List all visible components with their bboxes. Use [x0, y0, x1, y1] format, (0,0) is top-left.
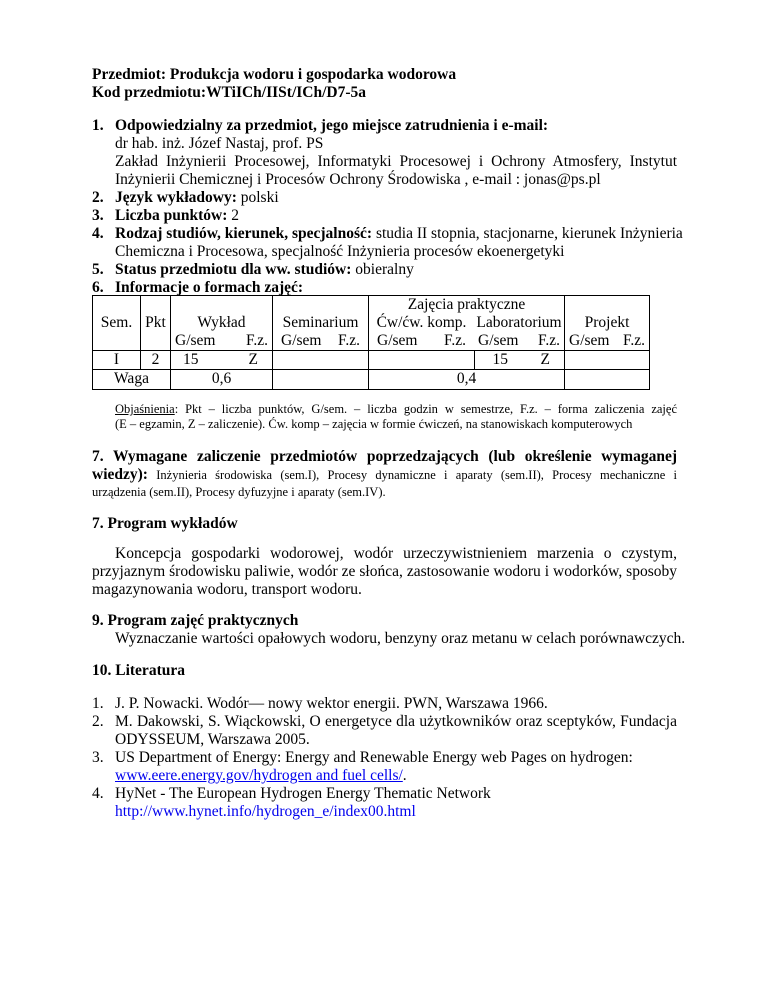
item-1 — [92, 117, 548, 135]
seminarium-values — [273, 351, 369, 370]
item-2 — [92, 189, 279, 207]
reference-3-line1: US Department of Energy: Energy and Renewable Energy web Pages on hydrogen: — [115, 749, 633, 766]
projekt-fz: F.z. — [622, 332, 645, 349]
lab-gsem: G/sem — [478, 332, 519, 349]
lab-group — [474, 314, 564, 350]
seminarium-label: Seminarium — [282, 314, 359, 331]
reference-3-after: . — [402, 767, 407, 784]
zajecia-praktyczne-header — [369, 296, 565, 351]
lectures-line1: Koncepcja gospodarki wodorowej, wodór urzeczywistnieniem marzenia o czystym, — [115, 545, 677, 562]
item-1-number: 1. — [92, 117, 104, 134]
waga-wyklad: 0,6 — [171, 370, 273, 390]
projekt-values — [565, 351, 650, 370]
wyklad-fz: F.z. — [245, 332, 268, 349]
item-6-number: 6. — [92, 279, 104, 296]
item-2-label: Język wykładowy: — [115, 189, 237, 206]
item-3 — [92, 207, 239, 225]
waga-projekt — [565, 370, 650, 390]
lab-values — [474, 351, 564, 370]
lab-label: Laboratorium — [476, 314, 562, 331]
reference-3 — [92, 749, 633, 785]
section-7a-text: Inżynieria środowiska (sem.I), Procesy dynamiczne i aparaty (sem.II), Procesy mechaniczne i — [147, 468, 677, 482]
reference-4-line1: HyNet - The European Hydrogen Energy Thematic Network — [115, 785, 491, 802]
projekt-gsem: G/sem — [569, 332, 610, 349]
waga-label: Waga — [93, 370, 171, 390]
reference-4-number: 4. — [92, 785, 104, 802]
reference-2-line1: M. Dakowski, S. Wiąckowski, O energetyce dla użytkowników oraz sceptyków, Fundacja — [115, 713, 677, 730]
item-1-label: Odpowiedzialny za przedmiot, jego miejsce zatrudnienia i e-mail: — [115, 117, 549, 134]
subject-code: Kod przedmiotu:WTiICh/IISt/ICh/D7-5a — [92, 84, 367, 101]
wyklad-values — [171, 351, 273, 370]
reference-2-line2: ODYSSEUM, Warszawa 2005. — [115, 731, 310, 748]
responsible-unit-line1: Zakład Inżynierii Procesowej, Informatyki Procesowej i Ochrony Atmosfery, Instytut — [115, 153, 677, 170]
item-4-line2: Chemiczna i Procesowa, specjalność Inżynieria procesów ekoenergetyki — [115, 243, 565, 260]
lab-gsem-value: 15 — [492, 351, 509, 368]
reference-1 — [92, 695, 548, 713]
wyklad-header — [171, 296, 273, 351]
practicals-line1: Wyznaczanie wartości opałowych wodoru, benzyny oraz metanu w celach porównawczych. — [115, 630, 686, 647]
reference-2-number: 2. — [92, 713, 104, 730]
section-7b-title: 7. Program wykładów — [92, 515, 238, 532]
reference-2 — [92, 713, 677, 749]
item-3-label: Liczba punktów: — [115, 207, 228, 224]
wyklad-gsem: G/sem — [175, 332, 216, 349]
cw-label: Ćw/ćw. komp. — [376, 314, 467, 331]
section-7a-line3: urządzenia (sem.II), Procesy dyfuzyjne i aparaty (sem.IV). — [92, 485, 386, 499]
reference-1-text: J. P. Nowacki. Wodór— nowy wektor energii. PWN, Warszawa 1966. — [115, 695, 548, 712]
waga-seminarium — [273, 370, 369, 390]
reference-3-number: 3. — [92, 749, 104, 766]
item-5-number: 5. — [92, 261, 104, 278]
wyklad-gsem-value: 15 — [183, 351, 199, 368]
cw-gsem: G/sem — [377, 332, 418, 349]
item-6-label: Informacje o formach zajęć: — [115, 279, 304, 296]
item-4-label: Rodzaj studiów, kierunek, specjalność: — [115, 225, 373, 242]
item-2-number: 2. — [92, 189, 104, 206]
seminarium-fz: F.z. — [337, 332, 360, 349]
projekt-header — [565, 296, 650, 351]
responsible-person: dr hab. inż. Józef Nastaj, prof. PS — [115, 135, 324, 152]
lab-fz: F.z. — [537, 332, 560, 349]
seminarium-subheaders — [273, 332, 368, 350]
wyklad-subheaders — [171, 332, 272, 350]
course-forms-table — [92, 295, 650, 390]
zajecia-label: Zajęcia praktyczne — [407, 296, 526, 313]
reference-4-link[interactable]: http://www.hynet.info/hydrogen_e/index00.html — [115, 803, 416, 820]
reference-1-number: 1. — [92, 695, 104, 712]
item-5-value: obieralny — [351, 261, 414, 278]
wyklad-label: Wykład — [197, 314, 246, 331]
waga-zajecia: 0,4 — [369, 370, 565, 390]
reference-4 — [92, 785, 491, 821]
item-3-value: 2 — [227, 207, 240, 224]
item-4 — [92, 225, 683, 243]
explanation-line2: (E – egzamin, Z – zaliczenie). Ćw. komp – zajęcia w formie ćwiczeń, na stanowiskach komputerowych — [115, 417, 633, 431]
cw-group — [369, 314, 474, 350]
item-2-value: polski — [236, 189, 279, 206]
pkt-header — [141, 296, 171, 351]
section-10-title: 10. Literatura — [92, 662, 185, 679]
lectures-line2: przyjaznym środowisku paliwie, wodór ze słońca, zastosowanie wodoru i wodorków, sposoby — [92, 563, 677, 580]
zajecia-subgroups — [369, 314, 564, 350]
responsible-unit-line2: Inżynierii Chemicznej i Procesów Ochrony Środowiska , e-mail : jonas@ps.pl — [115, 171, 601, 188]
pkt-header-text: Pkt — [145, 314, 166, 331]
item-4-value: studia II stopnia, stacjonarne, kierunek Inżynieria — [372, 225, 683, 242]
section-7a-line2 — [92, 466, 677, 484]
pkt-value: 2 — [141, 351, 171, 370]
lectures-line3: magazynowania wodoru, transport wodoru. — [92, 581, 362, 598]
section-7a-title: 7. Wymagane zaliczenie przedmiotów poprzedzających (lub określenie wymaganej — [92, 448, 677, 465]
item-3-number: 3. — [92, 207, 104, 224]
cw-values — [369, 351, 475, 370]
sem-header-text: Sem. — [100, 314, 133, 331]
section-9-title: 9. Program zajęć praktycznych — [92, 612, 299, 629]
subject-title: Przedmiot: Produkcja wodoru i gospodarka wodorowa — [92, 66, 457, 83]
item-5 — [92, 261, 414, 279]
item-4-number: 4. — [92, 225, 104, 242]
explanation-text1: : Pkt – liczba punktów, G/sem. – liczba godzin w semestrze, F.z. – forma zaliczenia zajęć — [174, 402, 677, 416]
lab-fz-value: Z — [540, 351, 550, 368]
seminarium-gsem: G/sem — [281, 332, 322, 349]
sem-value: I — [93, 351, 141, 370]
cw-fz: F.z. — [443, 332, 466, 349]
seminarium-header — [273, 296, 369, 351]
item-5-label: Status przedmiotu dla ww. studiów: — [115, 261, 352, 278]
reference-3-link[interactable]: www.eere.energy.gov/hydrogen and fuel cells/ — [115, 767, 403, 784]
projekt-label: Projekt — [584, 314, 630, 331]
sem-header — [93, 296, 141, 351]
explanation-line1 — [115, 402, 677, 417]
explanation-label: Objaśnienia — [115, 402, 175, 416]
section-7a-title-cont: wiedzy): — [92, 466, 148, 483]
wyklad-fz-value: Z — [248, 351, 258, 368]
